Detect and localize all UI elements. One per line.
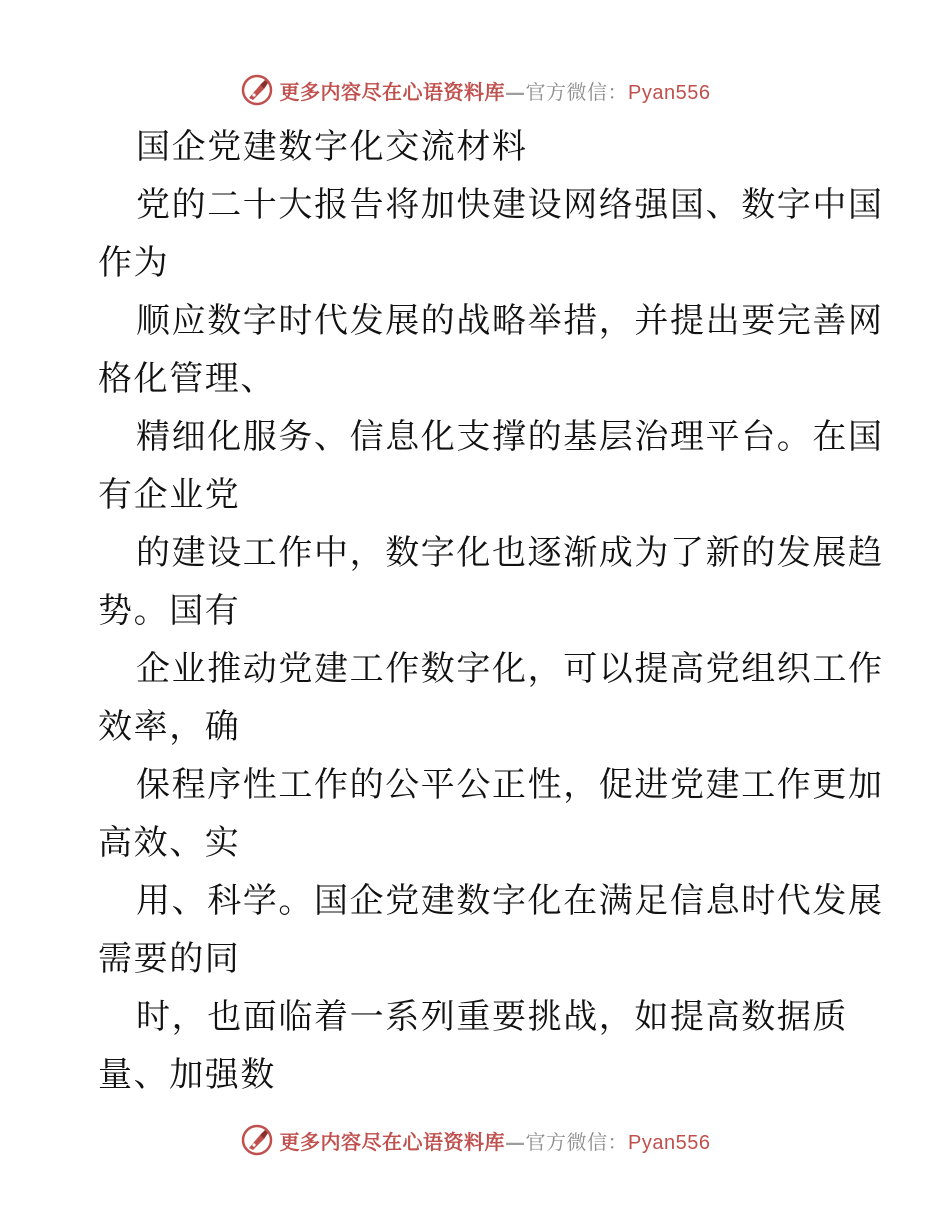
text-line: 顺应数字时代发展的战略举措，并提出要完善网 — [136, 301, 884, 341]
header-banner — [0, 70, 950, 110]
text-line: 势。国有 — [98, 591, 241, 631]
document-body — [98, 118, 884, 1104]
banner-sub-text: 官方微信： — [525, 79, 629, 104]
banner-main-text: 更多内容尽在心语资料库 — [279, 79, 506, 104]
text-line: 高效、实 — [98, 823, 241, 863]
banner-sub-text: 官方微信： — [525, 1129, 629, 1154]
footer-banner — [0, 1120, 950, 1160]
text-line: 有企业党 — [98, 475, 241, 515]
banner-main-text: 更多内容尽在心语资料库 — [279, 1129, 506, 1154]
text-line: 需要的同 — [98, 939, 241, 979]
banner-wechat-id: Pyan556 — [628, 1131, 711, 1154]
banner-text — [280, 76, 711, 105]
text-line: 企业推动党建工作数字化，可以提高党组织工作 — [136, 649, 884, 689]
document-title: 国企党建数字化交流材料 — [136, 127, 528, 167]
text-line: 精细化服务、信息化支撑的基层治理平台。在国 — [136, 417, 884, 457]
pen-nib-logo-icon — [240, 73, 274, 107]
text-line: 量、加强数 — [98, 1055, 276, 1095]
banner-text — [280, 1126, 711, 1155]
text-line: 效率，确 — [98, 707, 241, 747]
text-line: 保程序性工作的公平公正性，促进党建工作更加 — [136, 765, 884, 805]
text-line: 作为 — [98, 243, 170, 283]
banner-wechat-id: Pyan556 — [628, 81, 711, 104]
text-line: 格化管理、 — [98, 359, 276, 399]
text-line: 的建设工作中，数字化也逐渐成为了新的发展趋 — [136, 533, 884, 573]
banner-dash: — — [505, 79, 526, 104]
text-line: 用、科学。国企党建数字化在满足信息时代发展 — [136, 881, 884, 921]
pen-nib-logo-icon — [240, 1123, 274, 1157]
banner-dash: — — [505, 1129, 526, 1154]
text-line: 时，也面临着一系列重要挑战，如提高数据质 — [136, 997, 848, 1037]
text-line: 党的二十大报告将加快建设网络强国、数字中国 — [136, 185, 884, 225]
